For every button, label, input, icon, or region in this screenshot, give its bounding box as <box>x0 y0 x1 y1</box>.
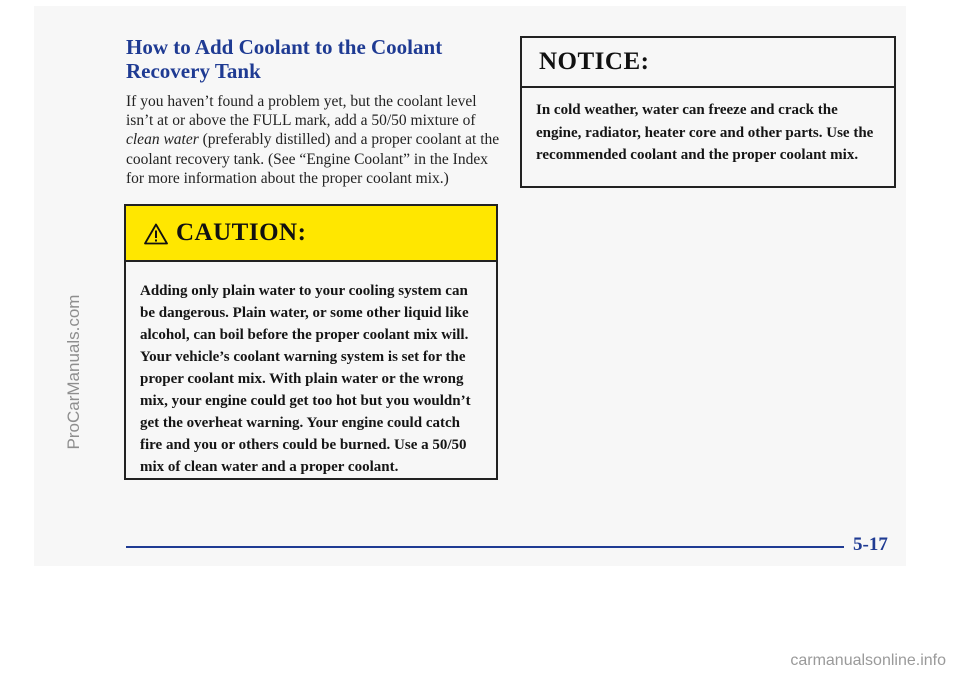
caution-text: Adding only plain water to your cooling system can be dangerous. Plain water, or some other liquid like alcohol, can boil before the proper coolant mix will. Your vehicle’s coolant warning system is set for the proper coolant mix. With plain water or the wrong mix, your engine could get too hot but you wouldn’t get the overheat warning. Your engine could catch fire and you or others could be burned. Use a 50/50 mix of clean water and a proper coolant. <box>140 283 471 475</box>
caution-header <box>126 206 496 262</box>
notice-text: In cold weather, water can freeze and crack the engine, radiator, heater core and other parts. Use the recommended coolant and the proper coolant mix. <box>536 102 874 163</box>
section-body-text <box>126 92 502 188</box>
notice-title: NOTICE: <box>539 48 650 75</box>
body-text-part-2: (preferably distilled) and a proper coolant at the coolant recovery tank. (See “Engine Coolant” in the Index for more information about the proper coolant mix.) <box>126 131 500 187</box>
body-text-part-1: If you haven’t found a problem yet, but the coolant level isn’t at or above the FULL mark, add a 50/50 mixture of <box>126 93 477 130</box>
notice-header <box>522 38 894 88</box>
side-watermark: ProCarManuals.com <box>64 294 83 450</box>
caution-title: CAUTION: <box>176 219 307 246</box>
section-heading: How to Add Coolant to the Coolant Recovery Tank <box>126 35 443 83</box>
caution-box <box>124 204 498 480</box>
notice-box <box>520 36 896 188</box>
footer-rule <box>126 546 844 548</box>
warning-triangle-icon <box>144 223 168 245</box>
page-number: 5-17 <box>853 534 888 555</box>
bottom-watermark: carmanualsonline.info <box>790 652 946 669</box>
body-text-emphasis: clean water <box>126 131 199 149</box>
